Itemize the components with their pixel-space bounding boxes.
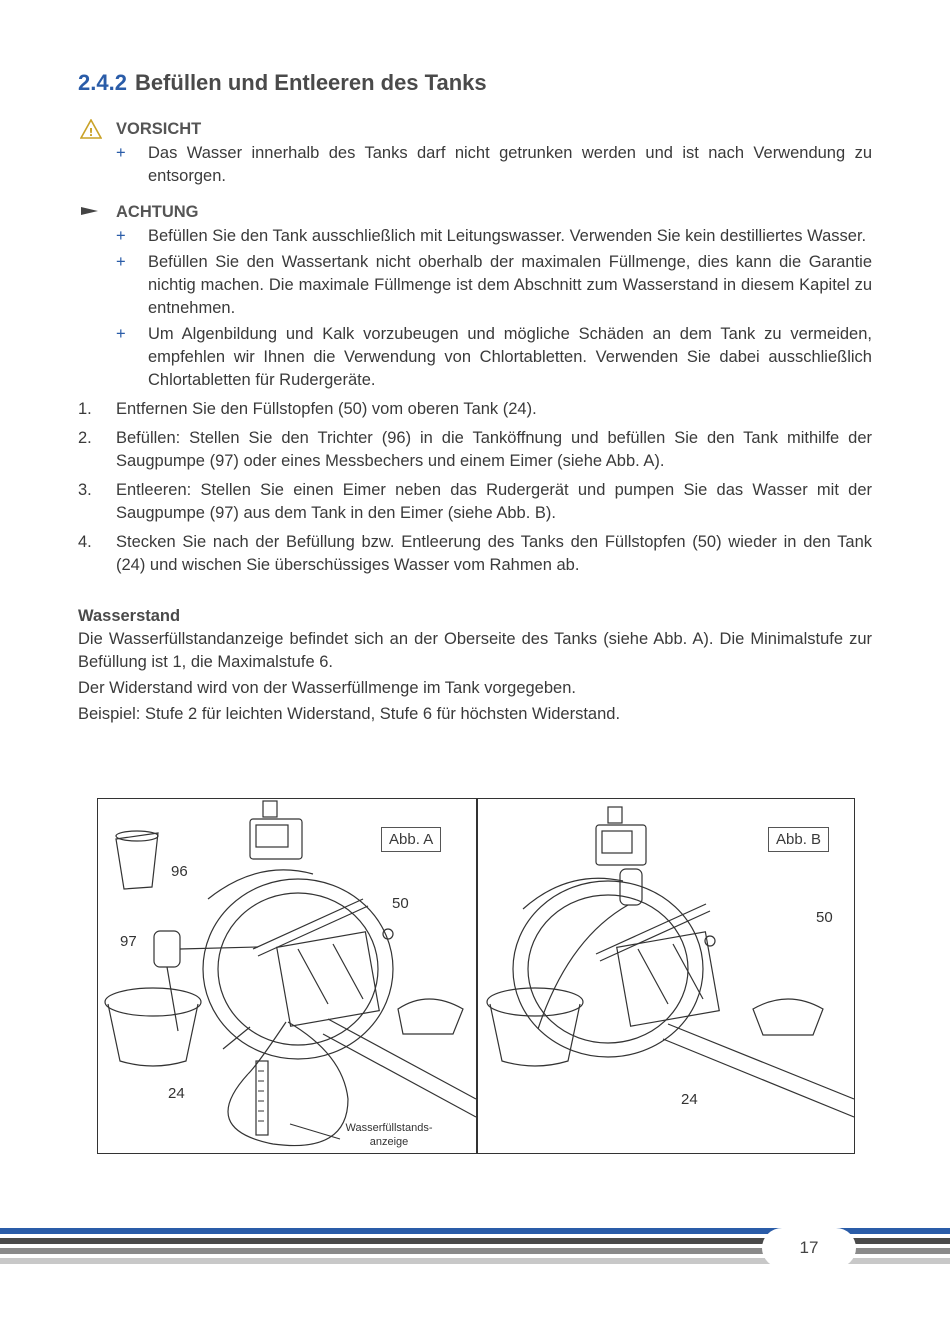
water-level-title: Wasserstand — [78, 607, 181, 625]
abb-b-label: Abb. B — [768, 827, 829, 852]
plus-icon: + — [116, 253, 126, 271]
attention-list — [116, 225, 872, 392]
main-content — [78, 118, 872, 729]
callout-50: 50 — [816, 909, 833, 926]
step-item: 1. Entfernen Sie den Füllstopfen (50) vom oberen Tank (24). — [78, 400, 537, 418]
attention-label: ACHTUNG — [116, 203, 199, 221]
list-item: + Um Algenbildung und Kalk vorzubeugen und mögliche Schäden an dem Tank zu vermeiden, empfehlen wir Ihnen die Verwendung von Chlortabletten. Verwenden Sie dabei ausschließlich Chlortabletten für Rudergeräte. — [116, 325, 872, 389]
panel-abb-b — [478, 799, 854, 1153]
callout-24: 24 — [168, 1085, 185, 1102]
water-level-paragraph: Die Wasserfüllstandanzeige befindet sich an der Oberseite des Tanks (siehe Abb. A). Die Minimalstufe zur Befüllung ist 1, die Maximalstufe 6. — [78, 630, 872, 671]
caution-heading — [78, 118, 872, 142]
attention-heading — [78, 201, 872, 225]
callout-50: 50 — [392, 895, 409, 912]
list-item: + Befüllen Sie den Wassertank nicht oberhalb der maximalen Füllmenge, dies kann die Garantie nichtig machen. Die maximale Füllmenge ist dem Abschnitt zum Wasserstand in diesem Kapitel zu entnehmen. — [116, 253, 872, 317]
figure-illustration — [97, 798, 855, 1154]
gauge-label: Wasserfüllstands- anzeige — [345, 1122, 433, 1148]
caution-list — [116, 142, 872, 188]
water-level-paragraph: Beispiel: Stufe 2 für leichten Widerstand, Stufe 6 für höchsten Widerstand. — [78, 705, 621, 723]
page-number: 17 — [762, 1228, 856, 1268]
section-heading — [78, 70, 487, 96]
steps-list — [78, 398, 872, 577]
step-item: 2. Befüllen: Stellen Sie den Trichter (96) in die Tanköffnung und befüllen Sie den Tank mithilfe der Saugpumpe (97) oder eines Messbechers und einem Eimer (siehe Abb. A). — [78, 429, 872, 470]
plus-icon: + — [116, 325, 126, 343]
plus-icon: + — [116, 144, 126, 162]
step-item: 3. Entleeren: Stellen Sie einen Eimer neben das Rudergerät und pumpen Sie das Wasser mit der Saugpumpe (97) aus dem Tank in den Eimer (siehe Abb. B). — [78, 481, 872, 522]
arrow-right-icon — [80, 202, 100, 225]
rowing-machine-fill-illustration — [98, 799, 476, 1153]
water-level-paragraph: Der Widerstand wird von der Wasserfüllmenge im Tank vorgegeben. — [78, 679, 576, 697]
abb-a-label: Abb. A — [381, 827, 441, 852]
svg-text:!: ! — [88, 126, 94, 139]
plus-icon: + — [116, 227, 126, 245]
callout-97: 97 — [120, 933, 137, 950]
section-number: 2.4.2 — [78, 70, 127, 95]
panel-abb-a — [98, 799, 476, 1153]
callout-24: 24 — [681, 1091, 698, 1108]
step-item: 4. Stecken Sie nach der Befüllung bzw. Entleerung des Tanks den Füllstopfen (50) wieder in den Tank (24) und wischen Sie überschüssiges Wasser vom Rahmen ab. — [78, 533, 872, 574]
callout-96: 96 — [171, 863, 188, 880]
list-item: + Das Wasser innerhalb des Tanks darf nicht getrunken werden und ist nach Verwendung zu entsorgen. — [116, 144, 872, 185]
caution-label: VORSICHT — [116, 120, 202, 138]
list-item: + Befüllen Sie den Tank ausschließlich mit Leitungswasser. Verwenden Sie kein destilliertes Wasser. — [116, 225, 872, 248]
section-title: Befüllen und Entleeren des Tanks — [134, 70, 487, 95]
warning-triangle-icon — [80, 119, 102, 146]
rowing-machine-drain-illustration — [478, 799, 854, 1153]
